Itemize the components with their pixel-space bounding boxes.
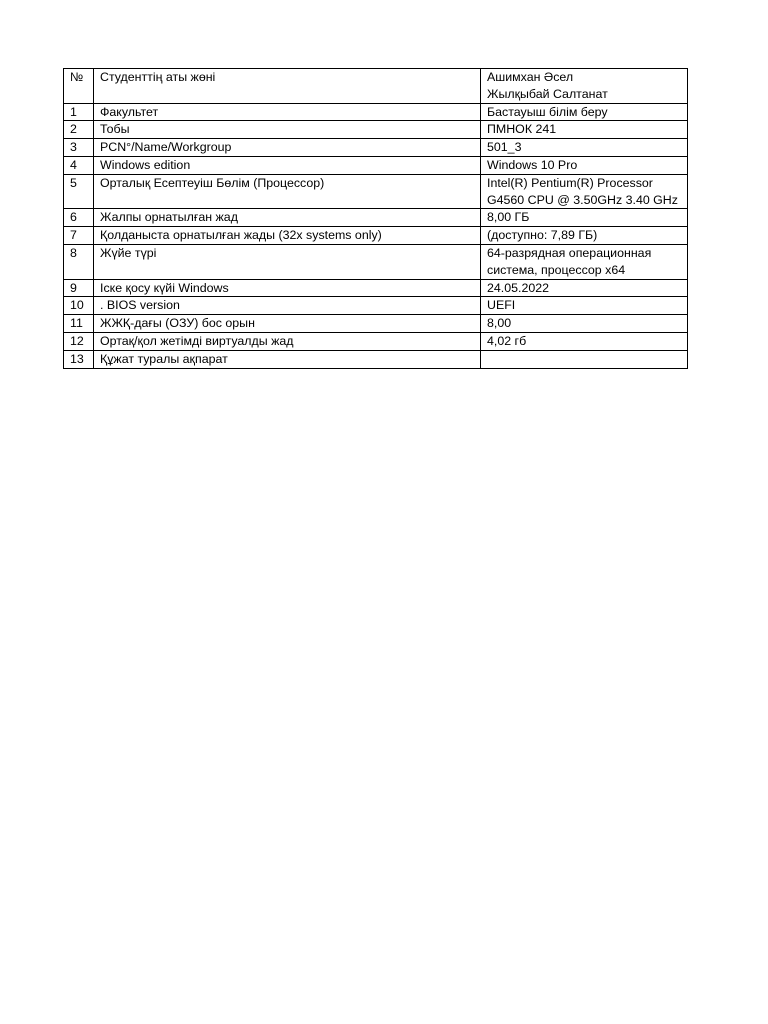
table-row (64, 121, 688, 139)
row-label: Ортақ/қол жетімді виртуалды жад (94, 332, 481, 350)
row-number: 4 (64, 156, 94, 174)
table-row (64, 332, 688, 350)
row-number: 8 (64, 244, 94, 279)
table-row (64, 279, 688, 297)
row-label: Жүйе түрі (94, 244, 481, 279)
row-label: Қолданыста орнатылған жады (32x systems only) (94, 227, 481, 245)
row-label: Құжат туралы ақпарат (94, 350, 481, 368)
row-value: (доступно: 7,89 ГБ) (481, 227, 688, 245)
row-value: 4,02 гб (481, 332, 688, 350)
row-label: Орталық Есептеуіш Бөлім (Процессор) (94, 174, 481, 209)
row-value: ПМНОК 241 (481, 121, 688, 139)
row-number: 13 (64, 350, 94, 368)
row-number: 12 (64, 332, 94, 350)
header-label-cell: Студенттің аты жөні (94, 69, 481, 104)
row-number: 5 (64, 174, 94, 209)
row-label: Іске қосу күйі Windows (94, 279, 481, 297)
row-label: Тобы (94, 121, 481, 139)
table-row (64, 174, 688, 209)
row-value: Intel(R) Pentium(R) Processor G4560 CPU @ 3.50GHz 3.40 GHz (481, 174, 688, 209)
table-row (64, 103, 688, 121)
table-row (64, 297, 688, 315)
table-row (64, 209, 688, 227)
row-label: Факультет (94, 103, 481, 121)
row-number: 1 (64, 103, 94, 121)
row-value (481, 350, 688, 368)
row-number: 2 (64, 121, 94, 139)
row-value: 8,00 (481, 315, 688, 333)
row-number: 3 (64, 139, 94, 157)
row-value: Бастауыш білім беру (481, 103, 688, 121)
row-number: 9 (64, 279, 94, 297)
student-pc-info-table (63, 68, 688, 369)
table-row (64, 156, 688, 174)
table-row (64, 227, 688, 245)
row-value: 8,00 ГБ (481, 209, 688, 227)
row-number: 6 (64, 209, 94, 227)
table-header-row (64, 69, 688, 104)
row-value: 24.05.2022 (481, 279, 688, 297)
row-value: UEFI (481, 297, 688, 315)
header-number-cell: № (64, 69, 94, 104)
table-row (64, 139, 688, 157)
row-label: Жалпы орнатылған жад (94, 209, 481, 227)
table-row (64, 244, 688, 279)
row-value: Windows 10 Pro (481, 156, 688, 174)
table-row (64, 350, 688, 368)
row-label: PCN°/Name/Workgroup (94, 139, 481, 157)
row-number: 10 (64, 297, 94, 315)
row-number: 7 (64, 227, 94, 245)
row-label: ЖЖҚ-дағы (ОЗУ) бос орын (94, 315, 481, 333)
row-number: 11 (64, 315, 94, 333)
row-value: 64-разрядная операционная система, процессор x64 (481, 244, 688, 279)
row-label: . BIOS version (94, 297, 481, 315)
header-value-cell: Ашимхан Әсел Жылқыбай Салтанат (481, 69, 688, 104)
row-value: 501_3 (481, 139, 688, 157)
row-label: Windows edition (94, 156, 481, 174)
table-row (64, 315, 688, 333)
